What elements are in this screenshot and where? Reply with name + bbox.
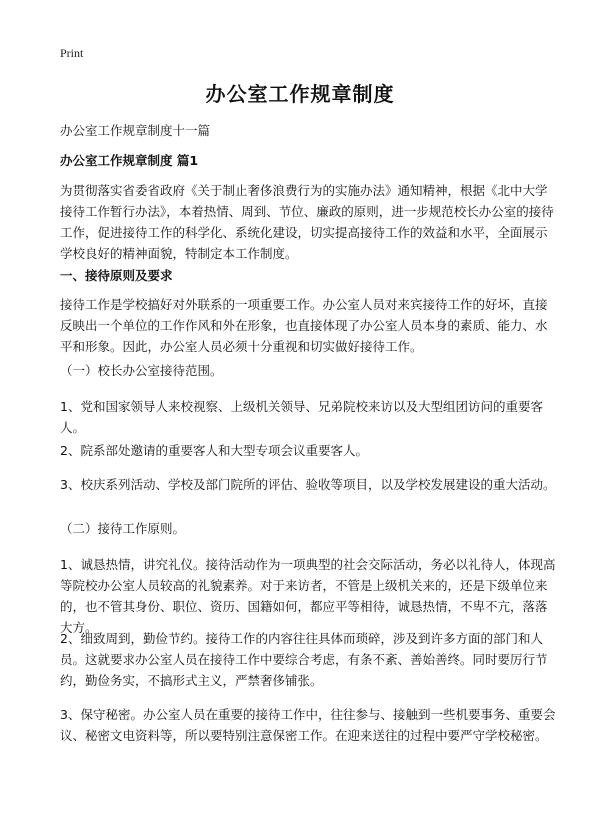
principle-item-2: 2、细致周到，勤俭节约。接待工作的内容往往具体而琐碎，涉及到许多方面的部门和人员。这就要求办公室人员在接待工作中要综合考虑，有条不紊、善始善终。同时要厉行节约，勤俭务实，不搞形式主义，严禁奢侈铺张。 — [60, 631, 548, 688]
subsection-heading-scope: （一）校长办公室接待范围。 — [60, 363, 223, 378]
document-subtitle: 办公室工作规章制度十一篇 — [60, 123, 211, 138]
document-title: 办公室工作规章制度 — [205, 82, 395, 106]
subsection-heading-principles: （二）接待工作原则。 — [60, 521, 186, 536]
principle-item-1: 1、诚恳热情，讲究礼仪。接待活动作为一项典型的社会交际活动，务必以礼待人，体现高等院校办公室人员较高的礼貌素养。对于来访者，不管是上级机关来的，还是下级单位来的，也不管其身份、职位、资历、国籍如何，都应平等相待，诚恳热情，不卑不亢，落落大方。 — [60, 557, 556, 635]
print-label: Print — [60, 46, 84, 60]
principle-item-3: 3、保守秘密。办公室人员在重要的接待工作中，往往参与、接触到一些机要事务、重要会议、秘密文电资料等，所以要特别注意保密工作。在迎来送往的过程中要严守学校秘密。 — [60, 707, 556, 743]
reception-intro-paragraph: 接待工作是学校搞好对外联系的一项重要工作。办公室人员对来宾接待工作的好坏，直接反映出一个单位的工作作风和外在形象，也直接体现了办公室人员本身的素质、能力、水平和形象。因此，办公室人员必须十分重视和切实做好接待工作。 — [60, 297, 548, 354]
section-heading-1: 一、接待原则及要求 — [60, 268, 173, 283]
scope-item-1: 1、党和国家领导人来校视察、上级机关领导、兄弟院校来访以及大型组团访问的重要客人。 — [60, 399, 543, 435]
scope-item-2: 2、院系部处邀请的重要客人和大型专项会议重要客人。 — [60, 443, 368, 458]
scope-item-3: 3、校庆系列活动、学校及部门院所的评估、验收等项目，以及学校发展建设的重大活动。 — [60, 477, 556, 492]
article-heading: 办公室工作规章制度 篇1 — [60, 153, 199, 168]
intro-paragraph: 为贯彻落实省委省政府《关于制止奢侈浪费行为的实施办法》通知精神，根据《北中大学接待工作暂行办法》，本着热情、周到、节位、廉政的原则，进一步规范校长办公室的接待工作，促进接待工作的科学化、系统化建设，切实提高接待工作的效益和水平，全面展示学校良好的精神面貌，特制定本工作制度。 — [60, 183, 554, 261]
